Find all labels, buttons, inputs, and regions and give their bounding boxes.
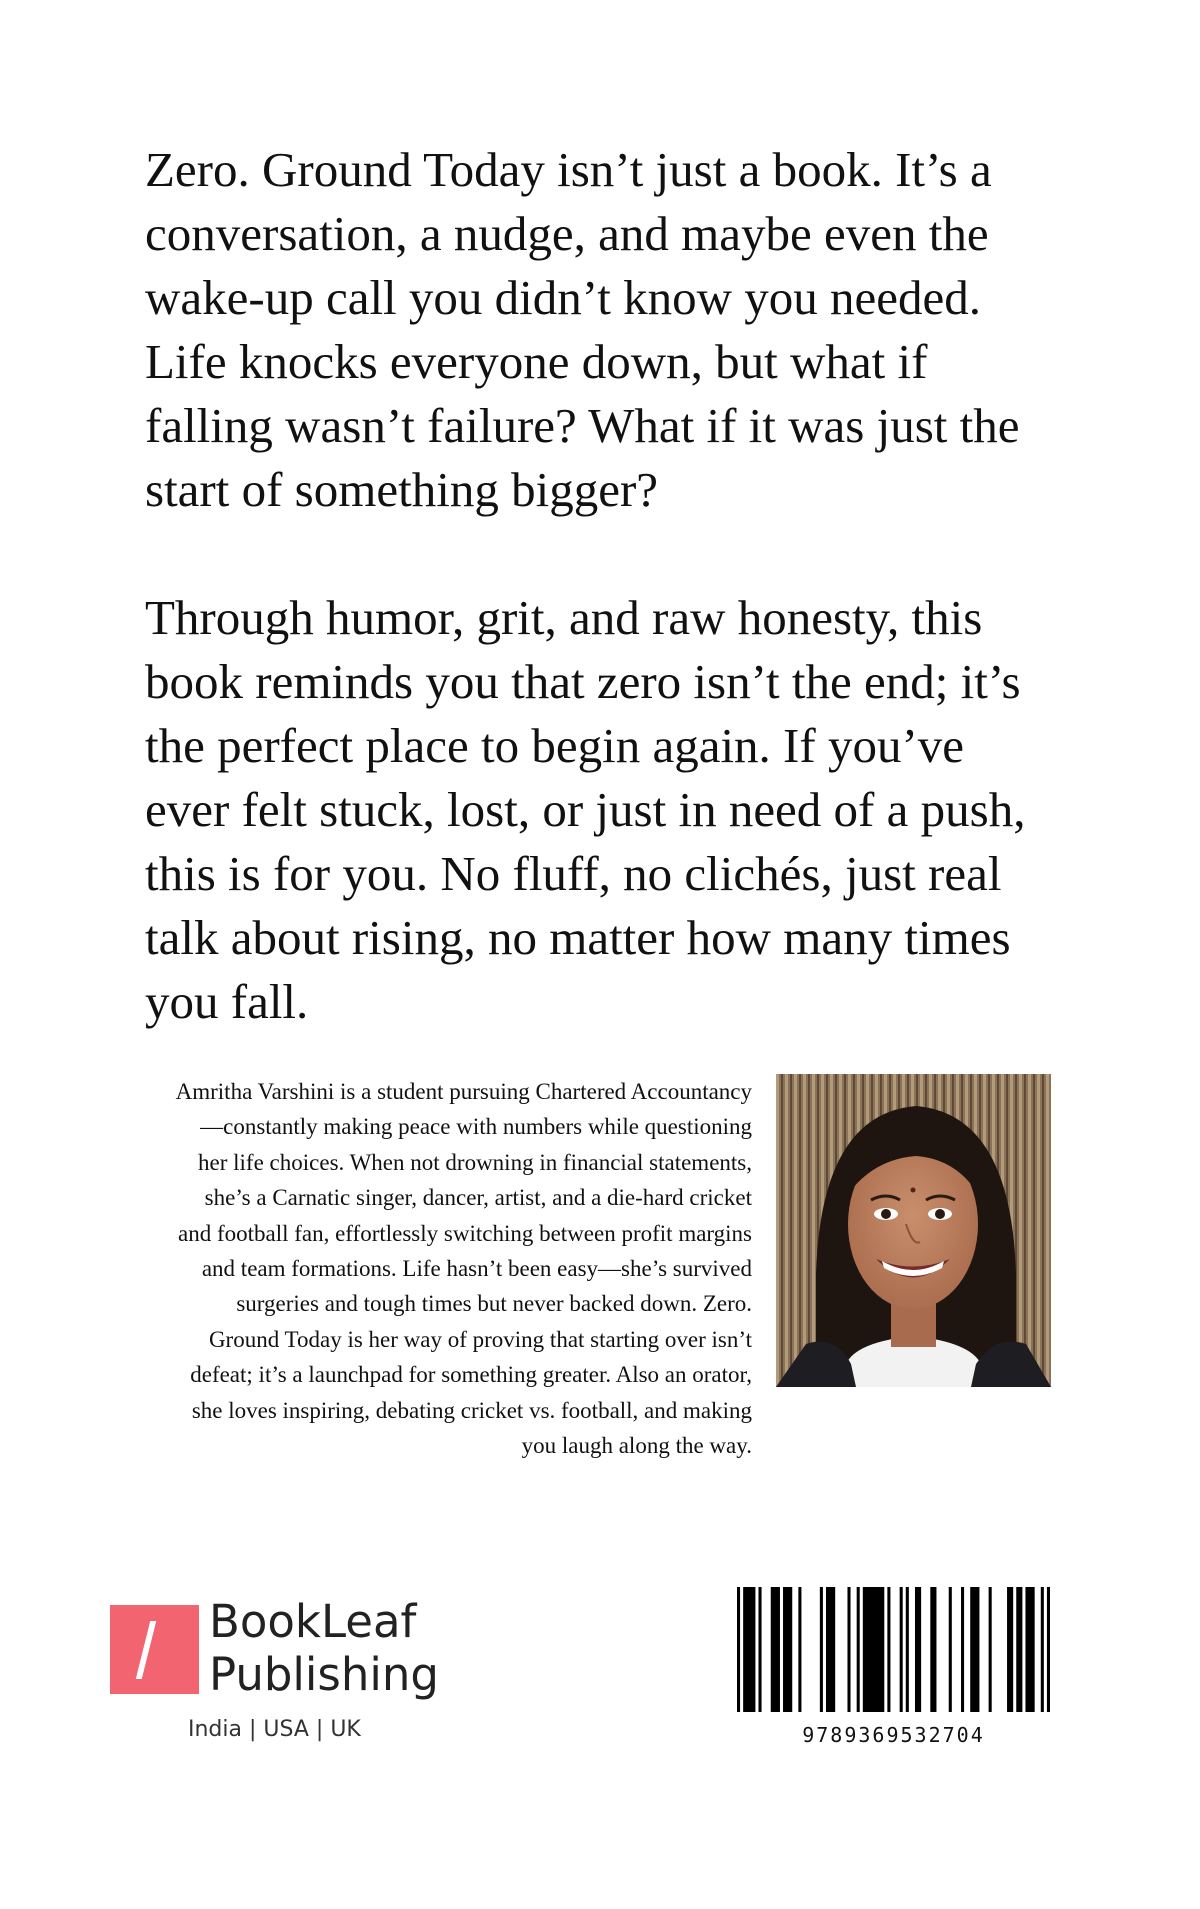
barcode-bar [798,1587,801,1712]
barcode-bar [826,1587,835,1712]
barcode-bar [743,1587,755,1712]
isbn-barcode [737,1587,1050,1747]
blurb-paragraph: Through humor, grit, and raw honesty, this book reminds you that zero isn’t the end; it’s the perfect place to begin again. If you’ve ever felt stuck, lost, or just in need of a push, this is for you. No fluff, no clichés, just real talk about rising, no matter how many times you fall. [145,590,1026,1029]
barcode-bar [863,1587,884,1712]
barcode-bars [737,1587,1050,1712]
publisher-mark [110,1605,199,1694]
slash-icon [136,1621,156,1679]
barcode-bar [857,1587,860,1712]
barcode-bar [1041,1587,1044,1712]
barcode-bar [1047,1587,1050,1712]
author-photo [776,1074,1051,1387]
barcode-bar [1007,1587,1013,1712]
barcode-bar [758,1587,761,1712]
barcode-bar [887,1587,890,1712]
barcode-bar [961,1587,964,1712]
publisher-name-line1: BookLeaf [209,1595,417,1648]
isbn-number: 9789369532704 [802,1723,985,1747]
barcode-bar [737,1587,740,1712]
barcode-bar [949,1587,952,1712]
barcode-bar [970,1587,979,1712]
publisher-name [209,1595,439,1701]
publisher-regions: India | USA | UK [188,1717,361,1742]
author-bio: Amritha Varshini is a student pursuing Chartered Accountancy—constantly making peace with numbers while questioning her life choices. When not drowning in financial statements, she’s a Carnatic singer, dancer, artist, and a die-hard cricket and football fan, effortlessly switching between profit margins and team formations. Life hasn’t been easy—she’s survived surgeries and tough times but never backed down. Zero. Ground Today is her way of proving that starting over isn’t defeat; it’s a launchpad for something greater. Also an orator, she loves inspiring, debating cricket vs. football, and making you laugh along the way. [175,1079,752,1459]
barcode-bar [771,1587,780,1712]
barcode-bar [930,1587,936,1712]
barcode-bar [906,1587,909,1712]
barcode-bar [1016,1587,1022,1712]
barcode-bar [847,1587,850,1712]
barcode-bar [1025,1587,1034,1712]
publisher-name-line2: Publishing [209,1648,439,1701]
barcode-bar [783,1587,792,1712]
barcode-bar [900,1587,903,1712]
blurb-paragraph: Zero. Ground Today isn’t just a book. It’s a conversation, a nudge, and maybe even the wake-up call you didn’t know you needed. Life knocks everyone down, but what if falling wasn’t failure? What if it was just the start of something bigger? [145,142,1020,517]
cover-blurb [145,138,1045,1034]
barcode-bar [915,1587,921,1712]
barcode-bar [820,1587,823,1712]
barcode-bar [989,1587,992,1712]
